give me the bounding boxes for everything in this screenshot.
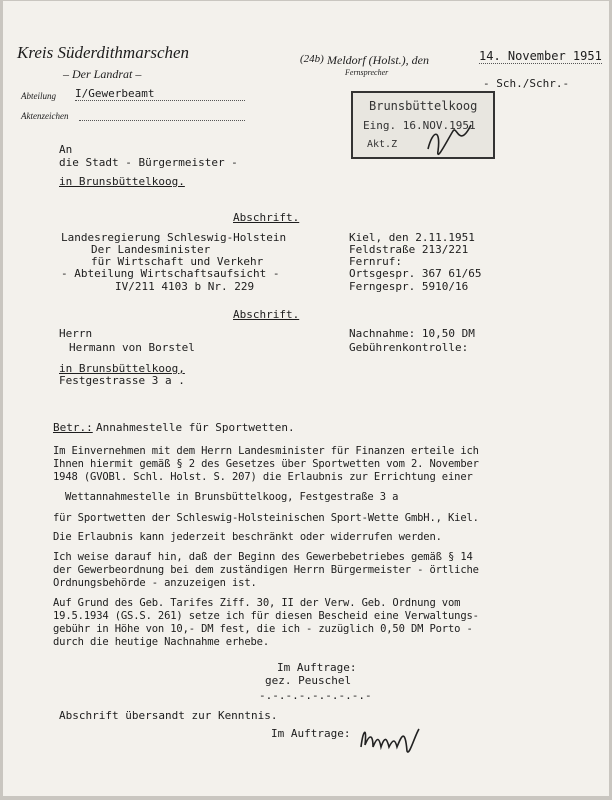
body-line-4: Die Erlaubnis kann jederzeit beschränkt oder widerrufen werden. xyxy=(53,531,442,543)
handwritten-signature xyxy=(355,717,425,761)
issuer-line-1: Landesregierung Schleswig-Holstein xyxy=(61,231,287,244)
body-line-6b: 19.5.1934 (GS.S. 261) setze ich für diesen Bescheid eine Verwaltungs- xyxy=(53,610,479,622)
body-line-6d: durch die heutige Nachnahme erhebe. xyxy=(53,636,270,648)
department-value: I/Gewerbeamt xyxy=(75,87,245,101)
issuer-contact-5: Ferngespr. 5910/16 xyxy=(349,280,469,293)
body-line-1b: Ihnen hiermit gemäß § 2 des Gesetzes über Sportwetten vom 2. November xyxy=(53,458,479,470)
issuer-contact-3: Fernruf: xyxy=(349,255,402,268)
authority-name: Kreis Süderdithmarschen xyxy=(17,43,190,62)
addressee-line-1: Herrn xyxy=(59,327,93,340)
stamp-line-2: Eing. 16.NOV.1951 xyxy=(363,119,476,132)
addressee-line-4: Festgestrasse 3 a . xyxy=(59,374,185,387)
office-name: – Der Landrat – xyxy=(63,67,142,81)
stamp-line-3: Akt.Z xyxy=(367,139,398,150)
issuer-contact-2: Feldstraße 213/221 xyxy=(349,243,469,256)
issuer-line-4: - Abteilung Wirtschaftsaufsicht - xyxy=(61,267,280,280)
issuer-line-3: für Wirtschaft und Verkehr xyxy=(91,255,264,268)
letter-page xyxy=(3,1,609,796)
fee-control: Gebührenkontrolle: xyxy=(349,341,469,354)
issuer-line-2: Der Landesminister xyxy=(91,243,211,256)
recipient-line-2: die Stadt - Bürgermeister - xyxy=(59,156,238,169)
stamp-line-1: Brunsbüttelkoog xyxy=(369,99,478,113)
body-line-6a: Auf Grund des Geb. Tarifes Ziff. 30, II der Verw. Geb. Ordnung vom xyxy=(53,597,461,609)
copy-forward-note: Abschrift übersandt zur Kenntnis. xyxy=(59,709,278,722)
issuer-contact-1: Kiel, den 2.11.1951 xyxy=(349,231,475,244)
body-line-5a: Ich weise darauf hin, daß der Beginn des Gewerbebetriebes gemäß § 14 xyxy=(53,551,473,563)
body-line-5b: der Gewerbeordnung bei dem zuständigen Herrn Bürgermeister - örtliche xyxy=(53,564,479,576)
body-line-6c: gebühr in Höhe von 10,- DM fest, die ich - zuzüglich 0,50 DM Porto - xyxy=(53,623,473,635)
stamp-handwritten-mark xyxy=(423,119,483,169)
issuer-line-5: IV/211 4103 b Nr. 229 xyxy=(115,280,255,293)
reference-label: Aktenzeichen xyxy=(21,111,69,121)
on-behalf-label-2: Im Auftrage: xyxy=(271,727,351,740)
place-code: (24b) xyxy=(300,53,324,65)
dash-separator: -.-.-.-.-.-.-.-.- xyxy=(259,689,372,702)
issuer-contact-4: Ortsgespr. 367 61/65 xyxy=(349,267,482,280)
body-line-1c: 1948 (GVOBl. Schl. Holst. S. 207) die Erlaubnis zur Errichtung einer xyxy=(53,471,473,483)
body-line-2: Wettannahmestelle in Brunsbüttelkoog, Festgestraße 3 a xyxy=(65,491,399,503)
copy-heading-2: Abschrift. xyxy=(233,308,300,321)
place-date-label: Meldorf (Holst.), den xyxy=(327,53,429,67)
recipient-line-3: in Brunsbüttelkoog. xyxy=(59,175,185,188)
reference-line xyxy=(79,119,245,121)
letter-date: 14. November 1951 xyxy=(479,49,602,63)
subject-text: Annahmestelle für Sportwetten. xyxy=(96,421,295,434)
department-label: Abteilung xyxy=(21,91,56,101)
subject-label: Betr.: xyxy=(53,421,93,434)
body-line-5c: Ordnungsbehörde - anzuzeigen ist. xyxy=(53,577,257,589)
phone-label: Fernsprecher xyxy=(345,68,389,77)
cod-amount: Nachnahme: 10,50 DM xyxy=(349,327,475,340)
on-behalf-label: Im Auftrage: xyxy=(277,661,357,674)
addressee-line-3: in Brunsbüttelkoog, xyxy=(59,362,185,375)
body-line-3: für Sportwetten der Schleswig-Holsteinischen Sport-Wette GmbH., Kiel. xyxy=(53,512,479,524)
recipient-line-1: An xyxy=(59,143,73,156)
addressee-line-2: Hermann von Borstel xyxy=(69,341,195,354)
copy-heading-1: Abschrift. xyxy=(233,211,300,224)
dictation-mark: - Sch./Schr.- xyxy=(483,77,570,90)
body-line-1a: Im Einvernehmen mit dem Herrn Landesminister für Finanzen erteile ich xyxy=(53,445,479,457)
signed-by: gez. Peuschel xyxy=(265,674,352,687)
